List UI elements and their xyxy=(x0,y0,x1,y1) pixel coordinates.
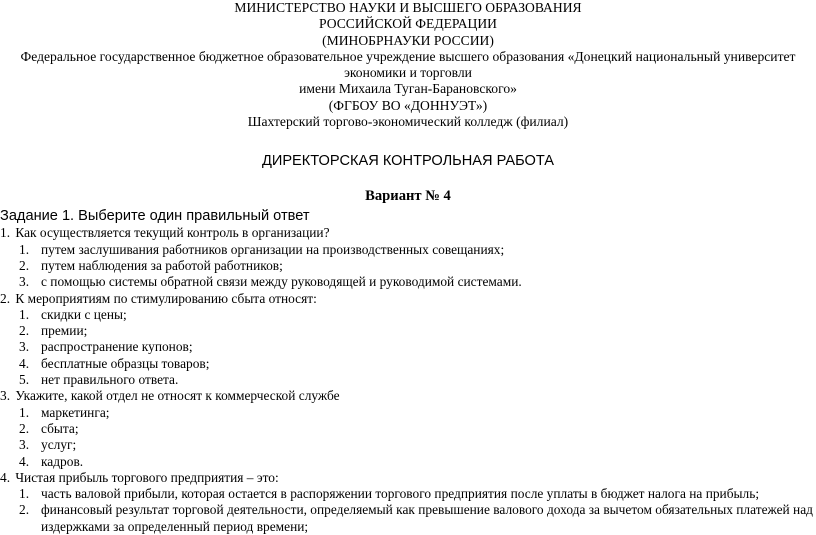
option: 3. распространение купонов; xyxy=(19,339,193,355)
option: 2. сбыта; xyxy=(19,420,79,436)
header-institution-cont: экономики и торговли xyxy=(344,65,472,81)
option: 5. нет правильного ответа. xyxy=(19,372,179,388)
option: 4. кадров. xyxy=(19,453,84,469)
option: 4. бесплатные образцы товаров; xyxy=(19,355,210,371)
header-college: Шахтерский торгово-экономический колледж (филиал) xyxy=(247,114,569,130)
question-4 xyxy=(0,470,816,486)
question-number: 4. xyxy=(0,469,11,485)
question-text: Как осуществляется текущий контроль в организации? xyxy=(15,225,330,241)
option: 2. премии; xyxy=(19,323,88,339)
question-text: Укажите, какой отдел не относят к коммерческой службе xyxy=(15,388,340,404)
question-number: 1. xyxy=(0,225,11,241)
header-ministry: МИНИСТЕРСТВО НАУКИ И ВЫСШЕГО ОБРАЗОВАНИЯ xyxy=(234,0,582,15)
header-federation: РОССИЙСКОЙ ФЕДЕРАЦИИ xyxy=(318,16,497,32)
question-number: 2. xyxy=(0,290,11,306)
option: 1. часть валовой прибыли, которая остается в распоряжении торгового предприятия после уплаты в бюджет налога на прибыль; xyxy=(19,486,760,502)
question-text: К мероприятиям по стимулированию сбыта относят: xyxy=(15,290,317,306)
question-3 xyxy=(0,388,816,404)
task-heading: Задание 1. Выберите один правильный ответ xyxy=(0,208,310,225)
document-title: ДИРЕКТОРСКАЯ КОНТРОЛЬНАЯ РАБОТА xyxy=(261,153,555,170)
question-number: 3. xyxy=(0,388,11,404)
option: 3. с помощью системы обратной связи между руководящей и руководимой системами. xyxy=(19,274,522,290)
header-institution: Федеральное государственное бюджетное образовательное учреждение высшего образования «Донецкий национальный университет xyxy=(20,48,796,64)
question-2 xyxy=(0,291,816,307)
option: 3. услуг; xyxy=(19,437,77,453)
option: 1. скидки с цены; xyxy=(19,306,127,322)
option: 1. путем заслушивания работников организации на производственных совещаниях; xyxy=(19,241,505,257)
option: 2. путем наблюдения за работой работников; xyxy=(19,257,283,273)
variant-heading: Вариант № 4 xyxy=(365,188,451,205)
option: 2. финансовый результат торговой деятельности, определяемый как превышение валового дохода за вычетом обязательных платежей над xyxy=(19,502,813,518)
header-short-name: (ФГБОУ ВО «ДОННУЭТ») xyxy=(328,97,488,113)
question-1 xyxy=(0,225,816,241)
header-named-after: имени Михаила Туган-Барановского» xyxy=(299,81,517,97)
option: 1. маркетинга; xyxy=(19,404,110,420)
question-text: Чистая прибыль торгового предприятия – это: xyxy=(15,469,279,485)
option-continuation: издержками за определенный период времени; xyxy=(41,518,309,534)
header-abbrev: (МИНОБРНАУКИ РОССИИ) xyxy=(322,32,494,48)
